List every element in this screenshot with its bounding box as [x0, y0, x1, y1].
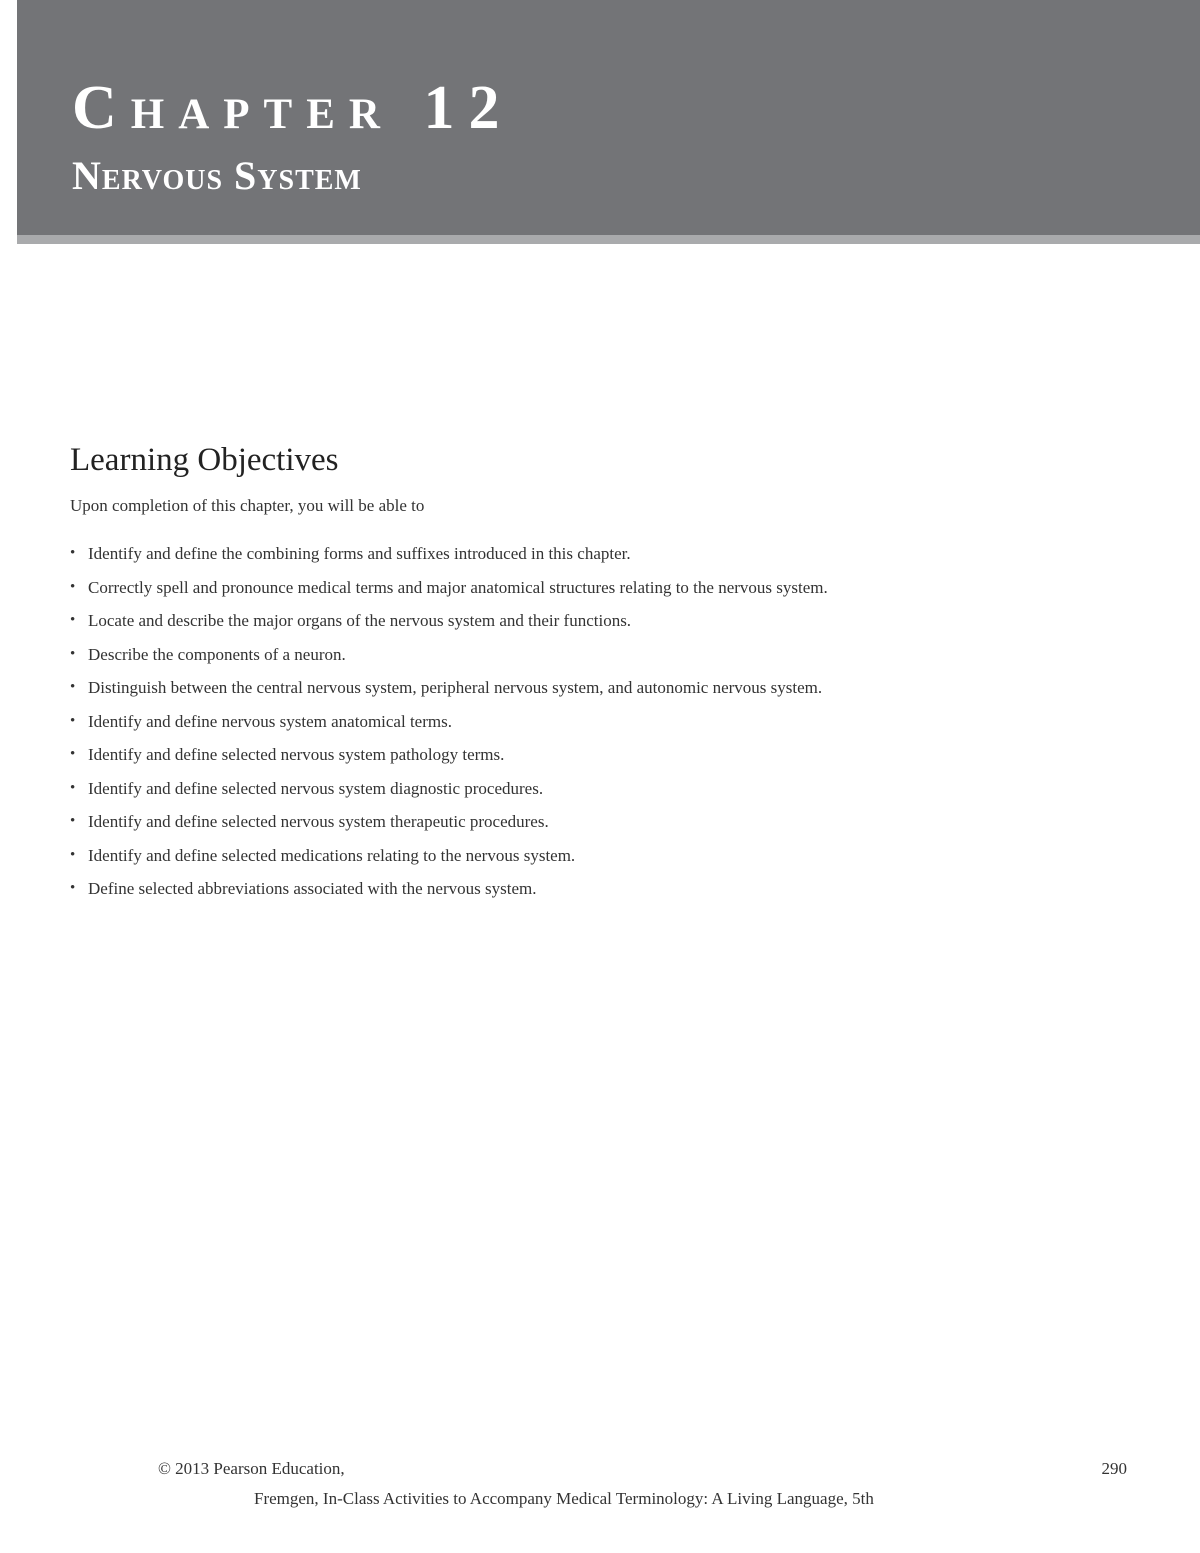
objective-text: Describe the components of a neuron. — [88, 644, 346, 664]
banner-divider — [17, 235, 1200, 244]
objective-item — [70, 537, 1070, 571]
bullet-icon: • — [70, 746, 76, 762]
objective-item — [70, 738, 1070, 772]
objective-text: Locate and describe the major organs of the nervous system and their functions. — [88, 611, 632, 630]
chapter-title: Nervous System — [72, 153, 362, 198]
bullet-icon: • — [70, 813, 76, 829]
bullet-icon: • — [70, 545, 76, 561]
objectives-intro: Upon completion of this chapter, you will be able to — [70, 496, 425, 515]
footer-citation: Fremgen, In-Class Activities to Accompany Medical Terminology: A Living Language, 5th — [254, 1489, 874, 1508]
objective-text: Identify and define selected nervous system pathology terms. — [88, 745, 505, 764]
bullet-icon: • — [70, 578, 76, 595]
objective-item — [70, 705, 1070, 739]
bullet-icon: • — [70, 712, 76, 729]
objective-text: Identify and define nervous system anatomical terms. — [88, 711, 452, 731]
objective-item — [70, 839, 1070, 873]
objective-item — [70, 772, 1070, 806]
objective-text: Identify and define selected medications relating to the nervous system. — [88, 845, 576, 865]
footer-copyright: © 2013 Pearson Education, — [158, 1459, 345, 1478]
objective-text: Correctly spell and pronounce medical terms and major anatomical structures relating to the nervous system. — [88, 577, 828, 597]
objective-item — [70, 872, 1070, 906]
page-number: 290 — [1101, 1459, 1127, 1478]
objective-text: Identify and define selected nervous system diagnostic procedures. — [88, 778, 544, 798]
bullet-icon: • — [70, 880, 76, 896]
objective-text: Define selected abbreviations associated with the nervous system. — [88, 879, 537, 898]
objective-item — [70, 571, 1070, 605]
objectives-list — [70, 537, 1070, 906]
objective-item — [70, 604, 1070, 638]
objective-item — [70, 805, 1070, 839]
bullet-icon: • — [70, 779, 76, 796]
bullet-icon: • — [70, 679, 76, 695]
chapter-number: Chapter 12 — [72, 74, 514, 142]
objective-text: Identify and define the combining forms and suffixes introduced in this chapter. — [88, 544, 631, 563]
bullet-icon: • — [70, 846, 76, 863]
objective-item — [70, 671, 1070, 705]
objective-text: Distinguish between the central nervous system, peripheral nervous system, and autonomic nervous system. — [88, 678, 823, 697]
bullet-icon: • — [70, 612, 76, 628]
learning-objectives-heading: Learning Objectives — [70, 442, 339, 478]
objective-text: Identify and define selected nervous system therapeutic procedures. — [88, 812, 549, 831]
objective-item — [70, 638, 1070, 672]
bullet-icon: • — [70, 645, 76, 662]
